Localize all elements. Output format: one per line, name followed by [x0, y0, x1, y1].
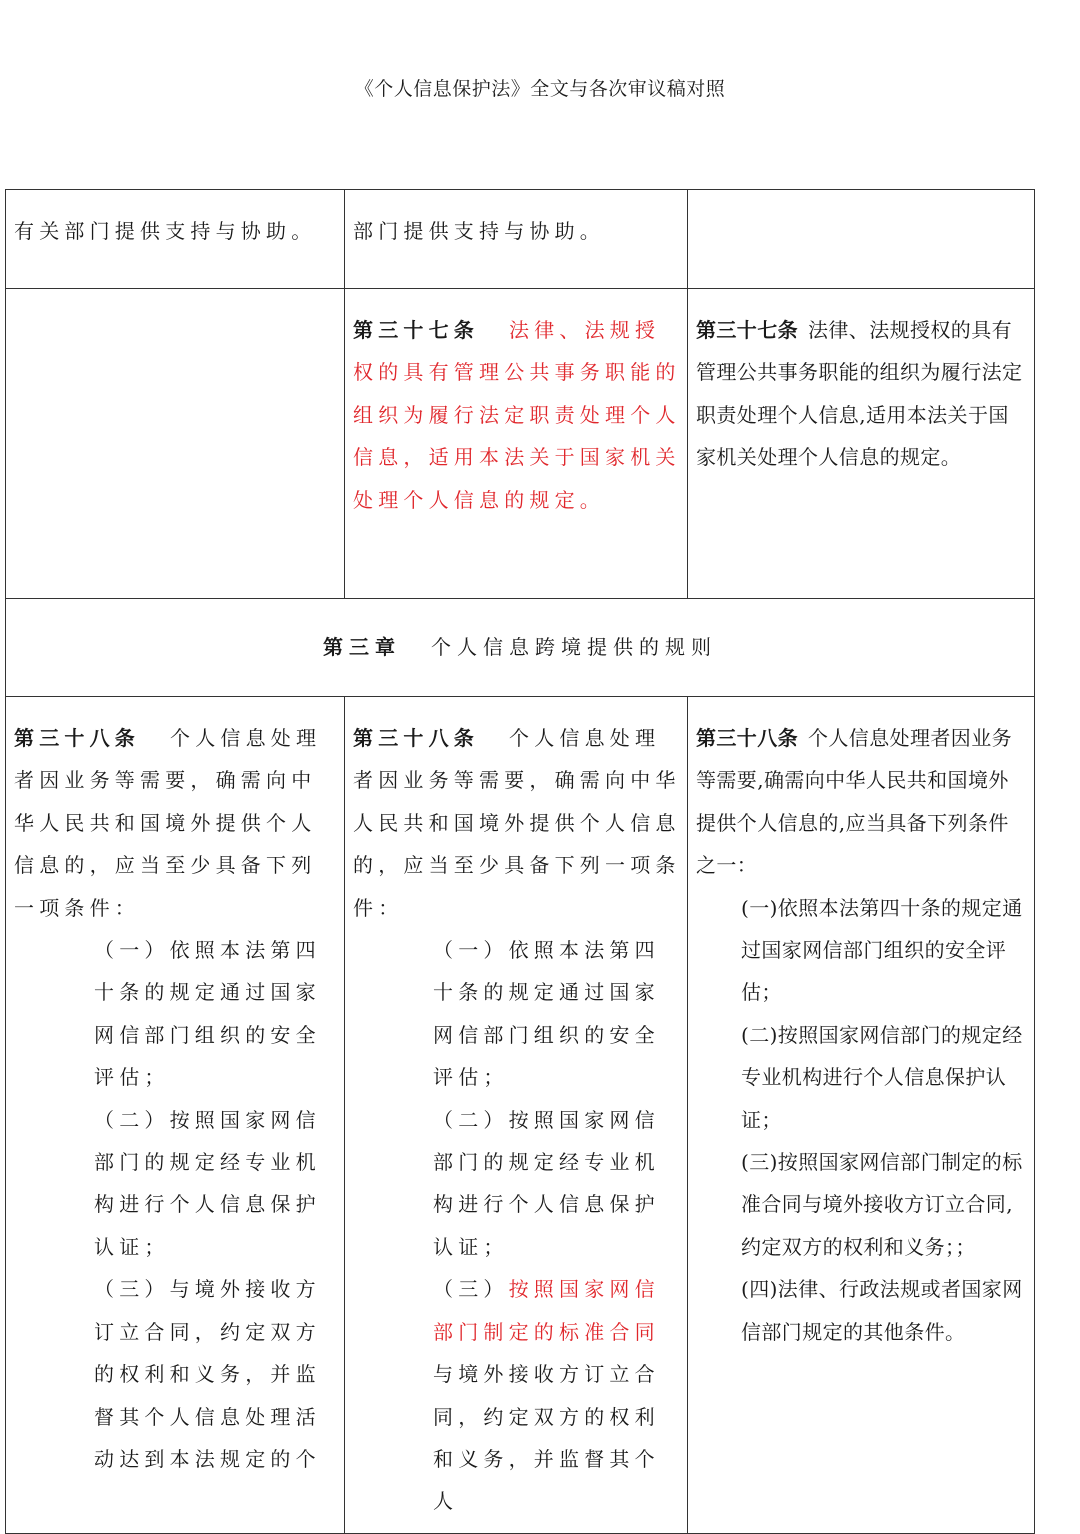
provision-text: 个人信息处理者因业务等需要，确需向中华人民共和国境外提供个人信息的，应当至少具备下列一项条件： — [353, 726, 681, 920]
list-item: （二）按照国家网信部门的规定经专业机构进行个人信息保护认证； — [94, 1107, 321, 1259]
article-number: 第三十八条 — [353, 726, 479, 750]
amended-text: 按照国家网信部门制定的标准合同 — [433, 1277, 660, 1344]
table-row — [6, 697, 1035, 1534]
list-item: （三）与境外接收方订立合同，约定双方的权利和义务，并监督其个人信息处理活动达到本法规定的个 — [94, 1277, 321, 1471]
cell-draft1-text — [688, 697, 1035, 1534]
provision-text: 部门提供支持与协助。 — [353, 219, 605, 243]
provision-text: 个人信息处理者因业务等需要，确需向中华人民共和国境外提供个人信息的，应当至少具备下列一项条件： — [14, 726, 322, 920]
list-item: (三)按照国家网信部门制定的标准合同与境外接收方订立合同,约定双方的权利和义务；； — [741, 1150, 1023, 1259]
table-row — [6, 190, 1035, 289]
article-number: 第三十八条 — [696, 726, 798, 750]
chapter-row — [6, 599, 1035, 697]
list-item: （一）依照本法第四十条的规定通过国家网信部门组织的安全评估； — [433, 938, 660, 1090]
list-item: （一）依照本法第四十条的规定通过国家网信部门组织的安全评估； — [94, 938, 321, 1090]
chapter-heading — [6, 599, 1035, 697]
table-row — [6, 289, 1035, 599]
list-item: （二）按照国家网信部门的规定经专业机构进行个人信息保护认证； — [433, 1107, 660, 1259]
cell-draft1-text — [688, 289, 1035, 599]
chapter-number: 第三章 — [323, 635, 401, 660]
comparison-table — [5, 189, 1035, 1534]
cell-final-text — [6, 289, 345, 599]
page-title: 《个人信息保护法》全文与各次审议稿对照 — [354, 78, 726, 100]
cell-draft1-text — [688, 190, 1035, 289]
provision-text: 有关部门提供支持与协助。 — [14, 219, 317, 243]
article-number: 第三十七条 — [353, 318, 479, 342]
provision-text: 法律、法规授权的具有管理公共事务职能的组织为履行法定职责处理个人信息,适用本法关于国家机关处理个人信息的规定。 — [696, 318, 1023, 470]
article-number: 第三十八条 — [14, 726, 140, 750]
list-item: (一)依照本法第四十条的规定通过国家网信部门组织的安全评估； — [741, 895, 1023, 1005]
cell-draft2-text — [345, 289, 688, 599]
cell-final-text — [6, 697, 345, 1534]
cell-draft2-text — [345, 697, 688, 1534]
provision-text: 个人信息处理者因业务等需要,确需向中华人民共和国境外提供个人信息的,应当具备下列条件之一： — [696, 726, 1012, 878]
article-number: 第三十七条 — [696, 318, 798, 342]
chapter-title: 个人信息跨境提供的规则 — [431, 635, 717, 660]
cell-final-text — [6, 190, 345, 289]
list-item: （三）按照国家网信部门制定的标准合同与境外接收方订立合同，约定双方的权利和义务，并监督其个人 — [433, 1277, 660, 1514]
cell-draft2-text — [345, 190, 688, 289]
list-item: (二)按照国家网信部门的规定经专业机构进行个人信息保护认证； — [741, 1022, 1023, 1132]
list-item: (四)法律、行政法规或者国家网信部门规定的其他条件。 — [741, 1277, 1023, 1344]
amended-text: 法律、法规授权的具有管理公共事务职能的组织为履行法定职责处理个人信息，适用本法关于国家机关处理个人信息的规定。 — [353, 318, 681, 512]
